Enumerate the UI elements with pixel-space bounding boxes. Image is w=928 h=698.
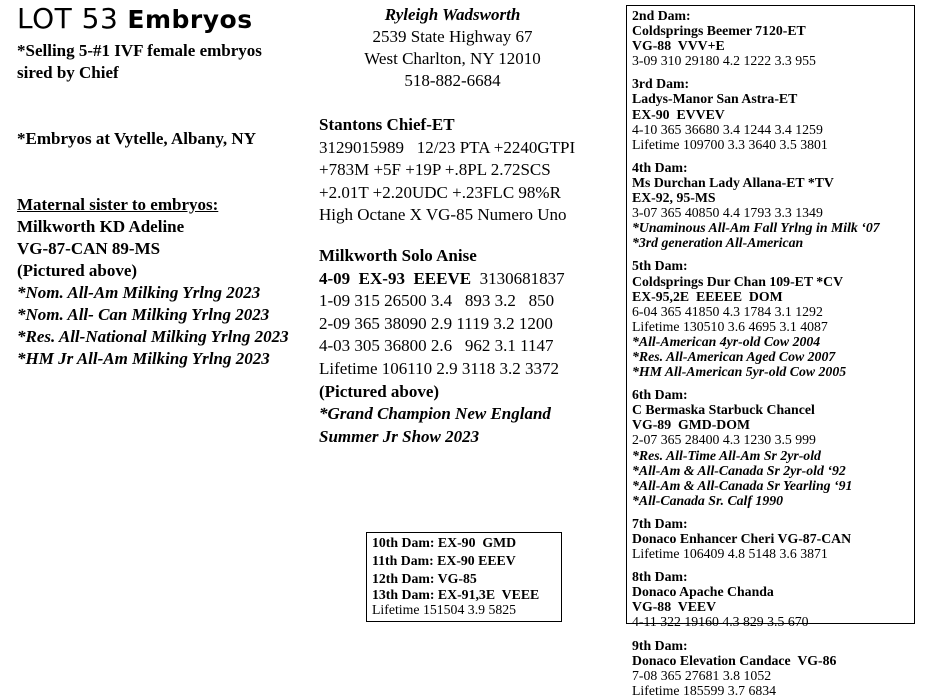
- pedigree-heading: 7th Dam:: [632, 515, 688, 531]
- sire-line: High Octane X VG-85 Numero Uno: [319, 205, 567, 225]
- lot-number: LOT 53: [17, 2, 119, 35]
- pedigree-score: VG-88 VEEV: [632, 599, 717, 615]
- dam-block: [319, 245, 565, 448]
- pedigree-score: EX-92, 95-MS: [632, 190, 716, 206]
- sire-line: +2.01T +2.20UDC +.23FLC 98%R: [319, 182, 561, 202]
- pedigree-record: Lifetime 185599 3.7 6834: [632, 682, 777, 698]
- pedigree-heading: 4th Dam:: [632, 159, 688, 175]
- contact-city: West Charlton, NY 12010: [364, 49, 541, 68]
- sister-name: Milkworth KD Adeline: [17, 217, 185, 236]
- selling-line-1: *Selling 5-#1 IVF female embryos: [17, 41, 262, 60]
- pedigree-heading: 3rd Dam:: [632, 76, 690, 92]
- pedigree-record: 2-07 365 28400 4.3 1230 3.5 999: [632, 432, 816, 448]
- pedigree-award: *All-Canada Sr. Calf 1990: [632, 492, 784, 508]
- contact-phone: 518-882-6684: [404, 71, 501, 90]
- pedigree-award: *Unaminous All-Am Fall Yrlng in Milk ‘07: [632, 220, 880, 236]
- pedigree-heading: 5th Dam:: [632, 258, 688, 274]
- lower-dams-list: [372, 534, 539, 617]
- pedigree-record: Lifetime 106409 4.8 5148 3.6 3871: [632, 546, 828, 562]
- lower-dam-line: 13th Dam: EX-91,3E VEEE: [372, 587, 540, 603]
- sister-award: *HM Jr All-Am Milking Yrlng 2023: [17, 349, 270, 368]
- sire-name: Stantons Chief-ET: [319, 115, 455, 134]
- pedigree-score: EX-95,2E EEEEE DOM: [632, 288, 783, 304]
- contact-name: Ryleigh Wadsworth: [384, 5, 521, 24]
- pedigree-award: *Res. All-American Aged Cow 2007: [632, 348, 836, 364]
- pedigree-award: *All-American 4yr-old Cow 2004: [632, 333, 821, 349]
- pedigree-score: EX-90 EVVEV: [632, 106, 725, 122]
- sister-award: *Nom. All- Can Milking Yrlng 2023: [17, 305, 270, 324]
- lot-title-word: Embryos: [127, 5, 253, 34]
- embryo-location: *Embryos at Vytelle, Albany, NY: [17, 129, 256, 148]
- dam-record: 1-09 315 26500 3.4 893 3.2 850: [319, 291, 555, 311]
- dam-name: Milkworth Solo Anise: [319, 246, 477, 265]
- pedigree-score: VG-89 GMD-DOM: [632, 417, 751, 433]
- sister-pictured: (Pictured above): [17, 261, 138, 280]
- pedigree-award: *Res. All-Time All-Am Sr 2yr-old: [632, 447, 821, 463]
- pedigree-heading: 2nd Dam:: [632, 8, 691, 23]
- lower-dam-lifetime: Lifetime 151504 3.9 5825: [372, 602, 517, 618]
- dam-score: 4-09 EX-93 EEEVE: [319, 268, 472, 288]
- pedigree-list: [632, 8, 880, 698]
- dam-record: 2-09 365 38090 2.9 1119 3.2 1200: [319, 313, 553, 333]
- pedigree-record: 4-10 365 36680 3.4 1244 3.4 1259: [632, 121, 823, 137]
- pedigree-record: 7-08 365 27681 3.8 1052: [632, 667, 772, 683]
- lower-dam-line: 12th Dam: VG-85: [372, 570, 477, 586]
- pedigree-score: VG-88 VVV+E: [632, 38, 725, 54]
- dam-award: Summer Jr Show 2023: [319, 426, 480, 446]
- pedigree-name: Ladys-Manor San Astra-ET: [632, 91, 798, 107]
- sister-award: *Nom. All-Am Milking Yrlng 2023: [17, 283, 261, 302]
- lower-dam-line: 11th Dam: EX-90 EEEV: [372, 552, 516, 568]
- pedigree-award: *HM All-American 5yr-old Cow 2005: [632, 364, 847, 380]
- dam-registration: 3130681837: [471, 268, 565, 288]
- pedigree-record: Lifetime 109700 3.3 3640 3.5 3801: [632, 136, 828, 152]
- contact-address: 2539 State Highway 67: [372, 27, 533, 46]
- dam-score-line: [319, 268, 565, 291]
- dam-award: *Grand Champion New England: [319, 404, 551, 424]
- sire-line: +783M +5F +19P +.8PL 2.72SCS: [319, 160, 551, 180]
- pedigree-award: *3rd generation All-American: [632, 235, 804, 251]
- pedigree-heading: 9th Dam:: [632, 637, 688, 653]
- contact-block: [345, 4, 560, 92]
- pedigree-name: C Bermaska Starbuck Chancel: [632, 402, 815, 418]
- pedigree-name: Ms Durchan Lady Allana-ET *TV: [632, 174, 834, 190]
- dam-record: Lifetime 106110 2.9 3118 3.2 3372: [319, 358, 560, 378]
- pedigree-record: 3-09 310 29180 4.2 1222 3.3 955: [632, 53, 816, 69]
- pedigree-record: 3-07 365 40850 4.4 1793 3.3 1349: [632, 205, 823, 221]
- pedigree-award: *All-Am & All-Canada Sr 2yr-old ‘92: [632, 462, 846, 478]
- pedigree-record: Lifetime 130510 3.6 4695 3.1 4087: [632, 318, 828, 334]
- pedigree-record: 4-11 322 19160 4.3 829 3.5 670: [632, 614, 809, 630]
- selling-line-2: sired by Chief: [17, 63, 119, 82]
- lot-title: [17, 2, 253, 35]
- pedigree-award: *All-Am & All-Canada Sr Yearling ‘91: [632, 477, 853, 493]
- maternal-heading: Maternal sister to embryos:: [17, 195, 219, 214]
- pedigree-heading: 8th Dam:: [632, 569, 688, 585]
- pedigree-name: Coldsprings Dur Chan 109-ET *CV: [632, 273, 844, 289]
- pedigree-name: Donaco Elevation Candace VG-86: [632, 652, 837, 668]
- dam-record: 4-03 305 36800 2.6 962 3.1 1147: [319, 336, 554, 356]
- pedigree-heading: 6th Dam:: [632, 387, 688, 403]
- sire-block: [319, 114, 575, 227]
- sister-score: VG-87-CAN 89-MS: [17, 239, 161, 258]
- dam-pictured: (Pictured above): [319, 381, 440, 401]
- pedigree-record: 6-04 365 41850 4.3 1784 3.1 1292: [632, 303, 823, 319]
- pedigree-name: Donaco Enhancer Cheri VG-87-CAN: [632, 531, 852, 546]
- lower-dam-line: 10th Dam: EX-90 GMD: [372, 535, 517, 550]
- sister-award: *Res. All-National Milking Yrlng 2023: [17, 327, 289, 346]
- pedigree-name: Donaco Apache Chanda: [632, 584, 774, 600]
- sire-line: 3129015989 12/23 PTA +2240GTPI: [319, 137, 576, 157]
- pedigree-name: Coldsprings Beemer 7120-ET: [632, 23, 806, 39]
